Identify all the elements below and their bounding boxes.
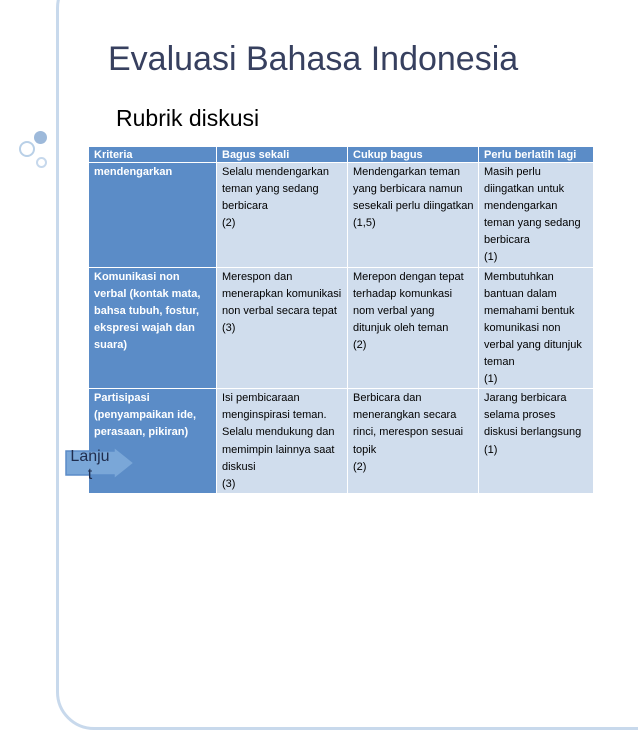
row-criterion: mendengarkan [89,163,217,268]
table-cell: Selalu mendengarkan teman yang sedang berbicara (2) [217,163,348,268]
column-header: Kriteria [89,147,217,163]
column-header: Bagus sekali [217,147,348,163]
row-criterion: Partisipasi (penyampaikan ide, perasaan, pikiran) [89,389,217,494]
table-cell: Masih perlu diingatkan untuk mendengarkan teman yang sedang berbicara (1) [479,163,594,268]
next-button-label: Lanjut [70,448,110,483]
table-cell: Membutuhkan bantuan dalam memahami bentuk komunikasi non verbal yang ditunjuk teman (1) [479,267,594,389]
table-cell: Isi pembicaraan menginspirasi teman. Selalu mendukung dan memimpin lainnya saat diskusi (3) [217,389,348,494]
circle-outline-icon [19,141,35,157]
next-button[interactable] [64,447,136,483]
slide-title: Evaluasi Bahasa Indonesia [108,40,519,78]
table-cell: Merepon dengan tepat terhadap komunkasi nom verbal yang ditunjuk oleh teman (2) [348,267,479,389]
row-criterion: Komunikasi non verbal (kontak mata, bahsa tubuh, fostur, ekspresi wajah dan suara) [89,267,217,389]
table-cell: Jarang berbicara selama proses diskusi berlangsung (1) [479,389,594,494]
table-row [89,389,594,494]
table-row [89,267,594,389]
table-row [89,163,594,268]
rubric-table [88,146,594,494]
table-cell: Mendengarkan teman yang berbicara namun sesekali perlu diingatkan (1,5) [348,163,479,268]
circle-filled-icon [34,131,47,144]
circle-outline-icon [36,157,47,168]
table-cell: Merespon dan menerapkan komunikasi non verbal secara tepat (3) [217,267,348,389]
table-cell: Berbicara dan menerangkan secara rinci, merespon sesuai topik (2) [348,389,479,494]
column-header: Perlu berlatih lagi [479,147,594,163]
column-header: Cukup bagus [348,147,479,163]
slide-subtitle: Rubrik diskusi [116,105,260,131]
table-header-row [89,147,594,163]
